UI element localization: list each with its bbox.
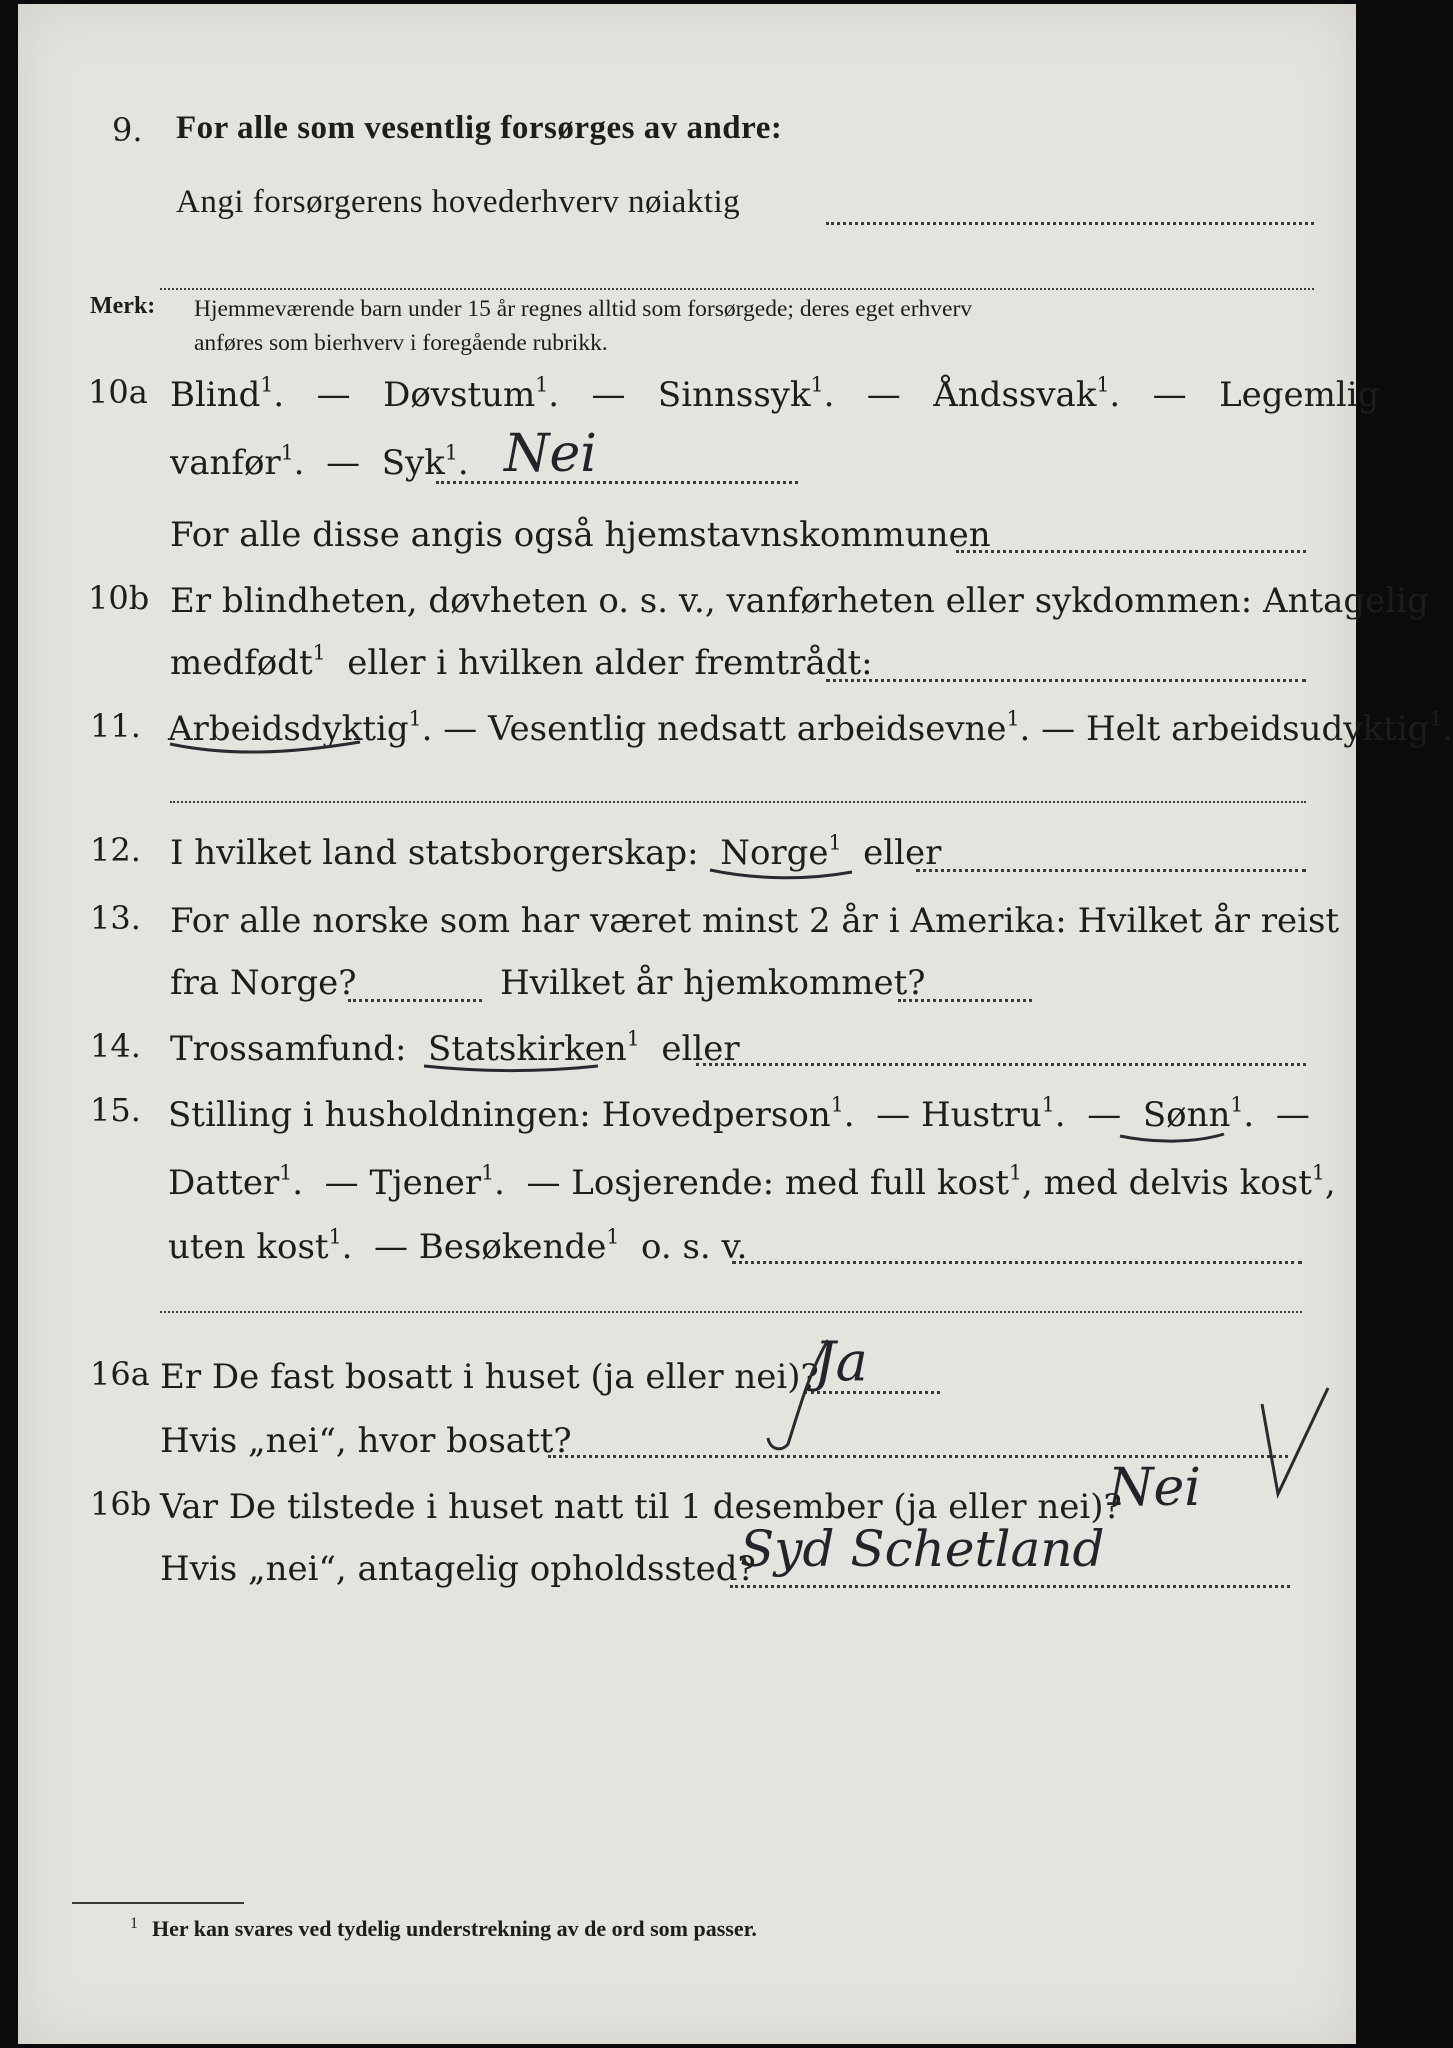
- q10a-handwritten-answer: Nei: [504, 424, 597, 484]
- q13-fra-norge: fra Norge?: [170, 963, 357, 1003]
- q16b-handwritten-place: Syd Schetland: [740, 1520, 1105, 1578]
- option-blind[interactable]: Blind: [170, 375, 261, 415]
- statskirken-underline-mark: [422, 1060, 602, 1080]
- q11-line: Arbeidsdyktig$^1$. — Vesentlig nedsatt arbeidsevne$^1$. — Helt arbeidsudyktig$^1$.: [168, 706, 1453, 749]
- arbeidsdyktig-underline-mark: [168, 734, 368, 764]
- q15-line-2: Datter$^1$. — Tjener$^1$. — Losjerende: med full kost$^1$, med delvis kost$^1$,: [168, 1160, 1336, 1203]
- q9-heading: For alle som vesentlig forsørges av andre:: [176, 110, 783, 146]
- option-datter[interactable]: Datter: [168, 1163, 280, 1203]
- footnote-mark: 1: [130, 1915, 138, 1932]
- option-hovedperson[interactable]: Stilling i husholdningen: Hovedperson: [168, 1095, 831, 1135]
- option-sonn[interactable]: Sønn: [1142, 1095, 1231, 1135]
- footnote-rule: [72, 1902, 244, 1904]
- check-mark: [1256, 1384, 1336, 1504]
- option-vanfor[interactable]: vanfør: [170, 443, 281, 483]
- q15-line-1: Stilling i husholdningen: Hovedperson$^1$. — Hustru$^1$. — Sønn$^1$. —: [168, 1092, 1310, 1135]
- q10b-number: 10b: [88, 579, 150, 617]
- option-statskirken[interactable]: Statskirken: [428, 1029, 627, 1069]
- q15-line-3: uten kost$^1$. — Besøkende$^1$ o. s. v.: [168, 1224, 748, 1267]
- option-full-kost[interactable]: — Losjerende: med full kost: [526, 1163, 1010, 1203]
- merk-line-2: anføres som bierhverv i foregående rubrikk.: [194, 330, 608, 356]
- option-vesentlig-nedsatt[interactable]: — Vesentlig nedsatt arbeidsevne: [443, 709, 1007, 749]
- option-syk[interactable]: Syk: [381, 443, 445, 483]
- q12-number: 12.: [90, 831, 141, 869]
- option-besokende[interactable]: — Besøkende: [374, 1227, 607, 1267]
- q10a-answer-line[interactable]: [436, 478, 798, 484]
- q15-number: 15.: [90, 1091, 141, 1129]
- q13-hjemkommet: Hvilket år hjemkommet?: [500, 963, 926, 1003]
- q10a-line-2: vanfør$^1$. — Syk$^1$.: [170, 440, 469, 483]
- q15-answer-line[interactable]: [732, 1258, 1302, 1264]
- q9-question: Angi forsørgerens hovederhverv nøiaktig: [176, 184, 741, 220]
- option-sinnssyk[interactable]: Sinnssyk: [657, 375, 811, 415]
- q16a-pen-stroke: [758, 1334, 838, 1454]
- option-helt-udyktig[interactable]: — Helt arbeidsudyktig: [1041, 709, 1430, 749]
- q11-answer-line[interactable]: [170, 798, 1306, 803]
- q10a-kommune-line[interactable]: [956, 547, 1306, 553]
- merk-label: Merk:: [90, 293, 156, 319]
- q13-line-1: For alle norske som har været minst 2 år i Amerika: Hvilket år reist: [170, 901, 1340, 941]
- q12-answer-line[interactable]: [916, 866, 1306, 872]
- merk-line-1: Hjemmeværende barn under 15 år regnes alltid som forsørgede; deres eget erhverv: [194, 296, 973, 322]
- option-uten-kost[interactable]: uten kost: [168, 1227, 329, 1267]
- q13-hjemkommet-line[interactable]: [898, 996, 1032, 1002]
- option-legemlig[interactable]: Legemlig: [1219, 375, 1380, 415]
- sonn-underline-mark: [1118, 1128, 1228, 1150]
- option-delvis-kost[interactable]: , med delvis kost: [1022, 1163, 1312, 1203]
- q16a-number: 16a: [90, 1355, 150, 1393]
- q14-number: 14.: [90, 1027, 141, 1065]
- q13-number: 13.: [90, 899, 141, 937]
- q9-number: 9.: [112, 111, 143, 149]
- option-arbeidsdyktig[interactable]: Arbeidsdyktig: [168, 709, 409, 749]
- norge-underline-mark: [708, 864, 858, 888]
- q16a-question: Er De fast bosatt i huset (ja eller nei)?: [160, 1357, 819, 1397]
- q15-answer-line-2[interactable]: [160, 1308, 1302, 1313]
- q16b-opholdssted: Hvis „nei“, antagelig opholdssted?: [160, 1549, 756, 1589]
- q10b-answer-line[interactable]: [826, 676, 1306, 682]
- q16b-question: Var De tilstede i huset natt til 1 desember (ja eller nei)?: [160, 1487, 1122, 1527]
- q10b-line-1: Er blindheten, døvheten o. s. v., vanførheten eller sykdommen: Antagelig: [170, 581, 1429, 621]
- q10a-line-3: For alle disse angis også hjemstavnskommunen: [170, 515, 991, 555]
- q10a-line-1: Blind$^1$. — Døvstum$^1$. — Sinnssyk$^1$. — Åndssvak$^1$. — Legemlig: [170, 372, 1380, 415]
- option-andssvak[interactable]: Åndssvak: [933, 375, 1097, 415]
- option-dovstum[interactable]: Døvstum: [383, 375, 536, 415]
- q16b-number: 16b: [90, 1485, 152, 1523]
- option-hustru[interactable]: — Hustru: [876, 1095, 1042, 1135]
- q16b-handwritten-answer: Nei: [1108, 1458, 1201, 1518]
- q14-line: Trossamfund: Statskirken$^1$ eller: [170, 1026, 740, 1069]
- q16b-answer-line[interactable]: [730, 1582, 1290, 1588]
- q11-number: 11.: [90, 707, 141, 745]
- footnote-text: Her kan svares ved tydelig understrekning av de ord som passer.: [152, 1916, 757, 1941]
- q16a-bosatt: Hvis „nei“, hvor bosatt?: [160, 1421, 572, 1461]
- q9-answer-line-2[interactable]: [160, 285, 1314, 290]
- q13-reist-line[interactable]: [348, 996, 482, 1002]
- option-tjener[interactable]: — Tjener: [324, 1163, 482, 1203]
- q12-line: I hvilket land statsborgerskap: Norge$^1$ eller: [170, 830, 942, 873]
- q14-answer-line[interactable]: [696, 1060, 1306, 1066]
- census-form-page: [18, 4, 1453, 2044]
- q10a-number: 10a: [88, 373, 148, 411]
- option-norge[interactable]: Norge: [720, 833, 829, 873]
- q9-answer-line[interactable]: [826, 219, 1314, 225]
- option-medfodt[interactable]: medfødt: [170, 643, 313, 683]
- q16a-handwritten-answer: Ja: [814, 1330, 868, 1393]
- q10b-line-2: medfødt$^1$ eller i hvilken alder fremtrådt:: [170, 640, 873, 683]
